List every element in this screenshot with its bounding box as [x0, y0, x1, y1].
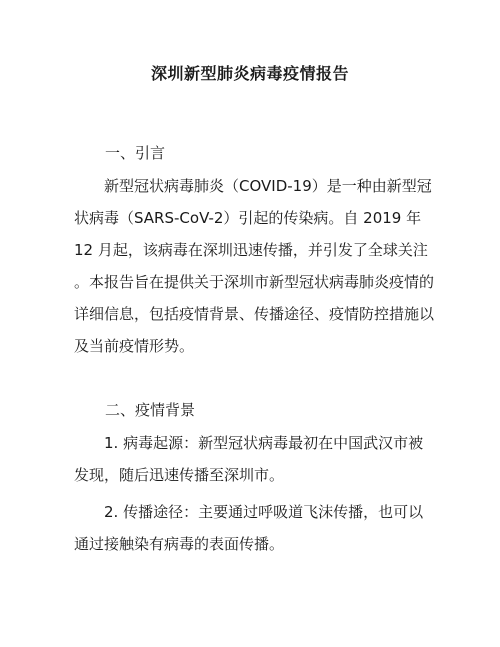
text-line: 及当前疫情形势。: [74, 337, 195, 355]
document-title: 深圳新型肺炎病毒疫情报告: [150, 64, 349, 83]
text-line: 2. 传播途径：主要通过呼吸道飞沫传播，也可以: [104, 503, 424, 521]
text-line: 状病毒（SARS-CoV-2）引起的传染病。自 2019 年: [74, 209, 422, 227]
text-line: 1. 病毒起源：新型冠状病毒最初在中国武汉市被: [104, 434, 424, 452]
text-line: 通过接触染有病毒的表面传播。: [74, 535, 285, 553]
text-line: 详细信息，包括疫情背景、传播途径、疫情防控措施以: [74, 305, 435, 323]
paragraph-transmission-route: [74, 496, 434, 560]
paragraph-virus-origin: [74, 427, 434, 491]
text-line: 12 月起，该病毒在深圳迅速传播，并引发了全球关注: [74, 241, 428, 259]
text-line: 。本报告旨在提供关于深圳市新型冠状病毒肺炎疫情的: [74, 273, 435, 291]
text-line: 新型冠状病毒肺炎（COVID-19）是一种由新型冠: [104, 177, 432, 195]
paragraph-introduction: [74, 170, 434, 362]
text-line: 发现，随后迅速传播至深圳市。: [74, 466, 285, 484]
section-heading-background: 二、疫情背景: [105, 401, 196, 419]
section-heading-introduction: 一、引言: [105, 144, 166, 162]
